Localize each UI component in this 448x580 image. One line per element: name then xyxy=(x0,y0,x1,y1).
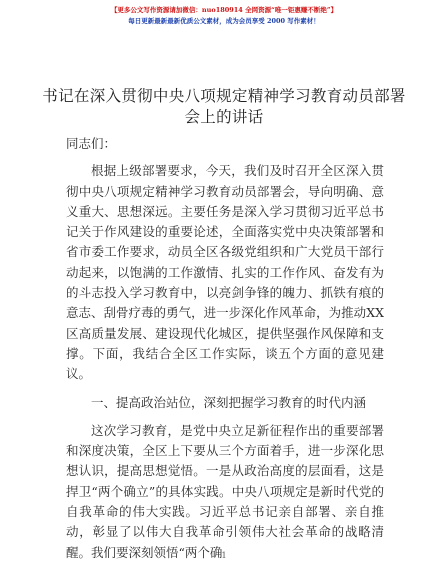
page-number: 1 xyxy=(221,551,227,560)
salutation: 同志们： xyxy=(66,136,117,151)
document-title: 书记在深入贯彻中央八项规定精神学习教育动员部署会上的讲话 xyxy=(42,87,406,126)
section-heading: 一、提高政治站位，深刻把握学习教育的时代内涵 xyxy=(91,394,367,410)
section-paragraph: 这次学习教育，是党中央立足新征程作出的重要部署和深度决策，全区上下要从三个方面着手，进一步深化思想认识，提高思想觉悟。一是从政治高度的层面看，这是捍卫“两个确立”的具体实践。中央八项规定是新时代党的自我革命的伟大实践。习近平总书记亲自部署、亲自推动，彰显了以伟大自我革命引领伟大社会革命的战略清醒。我们要深刻领悟“两个确 xyxy=(66,422,384,560)
intro-paragraph: 根据上级部署要求，今天，我们及时召开全区深入贯彻中央八项规定精神学习教育动员部署会，导向明确、意义重大、思想深远。主要任务是深入学习贯彻习近平总书记关于作风建设的重要论述，全面落实党中央决策部署和省市委工作要求，动员全区各级党组织和广大党员干部行动起来，以饱满的工作激情、扎实的工作作风、奋发有为的斗志投入学习教育中，以亮剑争锋的魄力、抓铁有痕的意志、刮骨疗毒的勇气，进一步深化作风革命，为推动XX区高质量发展、建设现代化城区，提供坚强作风保障和支撑。下面，我结合全区工作实际，谈五个方面的意见建议。 xyxy=(66,163,384,382)
promo-banner-line-1: 【更多公文写作资源请加微信：nuo180914 全网资源“唯一钜惠赚不断绝”】 xyxy=(110,6,338,14)
document-body xyxy=(66,134,384,563)
promo-banner-line-2: 每日更新最新最新优质公文素材，成为会员享受 2000 写作素材！ xyxy=(128,17,320,25)
